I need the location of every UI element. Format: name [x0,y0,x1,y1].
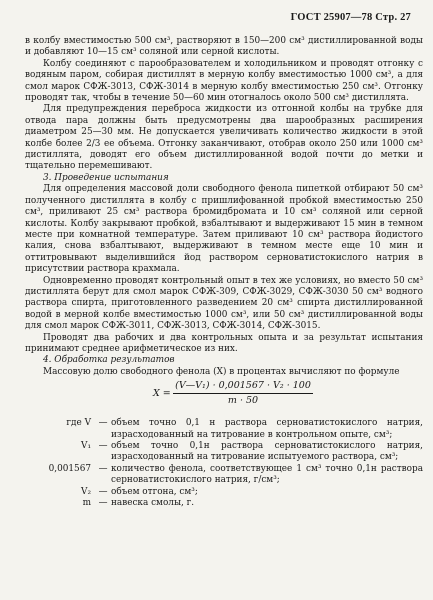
formula [25,380,423,414]
definition-row [25,418,423,441]
definition-text: количество фенола, соответствующее 1 см³ точно 0,1н раствора серноватистокислого натрия, г/см³; [111,463,423,486]
definition-symbol: V₁ [81,441,91,451]
paragraph: Проводят два рабочих и два контрольных опыта и за результат испытания принимают среднее арифметическое из них. [25,332,423,354]
definition-dash: — [98,486,108,497]
definition-symbol: V₂ [81,486,91,497]
definition-dash: — [98,418,108,429]
definitions-list [25,418,423,509]
document-body [25,36,423,509]
formula-lhs: X = [153,388,171,400]
definition-symbol: где V [66,418,91,429]
definition-symbol: 0,001567 [48,463,91,474]
paragraph: Колбу соединяют с парообразователем и холодильником и проводят отгонку с водяным паром, собирая дистиллят в мерную колбу вместимостью 1000 см³, а для смол марок СФЖ-3013, СФЖ-3014 в мерную колбу вместимостью 250 см³. Отгонку проводят так, чтобы в течение 50—60 мин отогналось около 500 см³ дистиллята. [25,58,423,104]
definition-text: объем точно 0,1 н раствора серноватистокислого натрия, израсходованный на титрование в контрольном опыте, см³; [111,418,423,440]
section-heading: 4. Обработка результатов [43,355,175,366]
definition-dash: — [98,463,108,474]
formula-denominator: m · 50 [227,394,259,406]
paragraph: Для предупреждения переброса жидкости из отгонной колбы на трубке для отвода пара должны быть предусмотрены два шарообразных расширения диаметром 25—30 мм. Не допускается увеличивать количество жидкости в этой колбе более 2/3 ее объема. Отгонку заканчивают, отобрав около 250 или 1000 см³ дистиллята, доводят его объем дистиллированной водой почти до метки и тщательно перемешивают. [25,104,423,172]
formula-fraction [173,380,313,406]
definition-symbol: m [82,498,91,509]
definition-row [25,441,423,464]
definition-row [25,464,423,487]
page-header: ГОСТ 25907—78 Стр. 27 [290,12,411,23]
paragraph: Для определения массовой доли свободного фенола пипеткой отбирают 50 см³ полученного дистиллята в колбу с пришлифованной пробкой вместимостью 250 см³, приливают 25 см³ раствора бромидбромата и 10 см³ соляной или серной кислоты. Колбу закрывают пробкой, взбалтывают и выдерживают 15 мин в темном месте при комнатной температуре. Затем приливают 10 см³ раствора йодистого калия, снова взбалтывают, выдерживают в темном месте еще 10 мин и оттитровывают выделившийся йод раствором серноватистокислого натрия в присутствии раствора крахмала. [25,184,423,275]
definition-dash: — [98,441,108,451]
definition-row [25,498,423,509]
section-heading: 3. Проведение испытания [43,172,169,183]
definition-text: навеска смолы, г. [111,498,195,509]
paragraph: Одновременно проводят контрольный опыт в тех же условиях, но вместо 50 см³ дистиллята берут для смол марок СФЖ-309, СФЖ-3029, СФЖ-3030 50 см³ водного раствора спирта, приготовленного разведением 20 см³ спирта дистиллированной водой в мерной колбе вместимостью 1000 см³, или 50 см³ дистиллированной воды для смол марок СФЖ-3011, СФЖ-3013, СФЖ-3014, СФЖ-3015. [25,275,423,332]
definition-text: объем отгона, см³; [111,486,198,497]
definition-row [25,487,423,498]
paragraph: в колбу вместимостью 500 см³, растворяют в 150—200 см³ дистиллированной воды и добавляют 10—15 см³ соляной или серной кислоты. [25,36,423,58]
definition-text: объем точно 0,1н раствора серноватистокислого натрия, израсходованный на титрование испытуемого раствора, см³; [111,441,423,463]
formula-numerator: (V—V₁) · 0,001567 · V₂ · 100 [173,380,313,393]
definition-dash: — [98,498,108,509]
formula-intro: Массовую долю свободного фенола (X) в процентах вычисляют по формуле [43,366,400,377]
